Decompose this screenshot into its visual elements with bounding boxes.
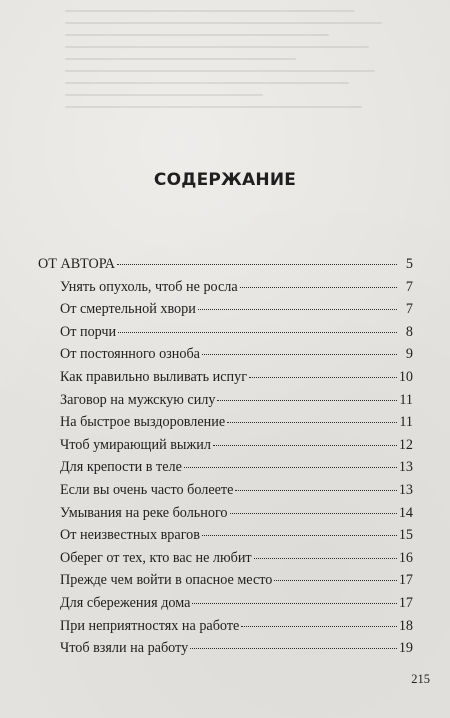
toc-leader-dots bbox=[254, 558, 397, 559]
toc-entry-page: 7 bbox=[405, 301, 413, 318]
toc-entry bbox=[38, 256, 413, 279]
toc-entry-page: 19 bbox=[398, 640, 413, 657]
toc-leader-dots bbox=[213, 445, 397, 446]
toc-leader-dots bbox=[274, 580, 396, 581]
toc-entry bbox=[60, 640, 413, 663]
toc-entry-title: От смертельной хвори bbox=[60, 301, 196, 318]
toc-entry bbox=[60, 279, 413, 302]
toc-entry-title: Оберег от тех, кто вас не любит bbox=[60, 549, 252, 566]
toc-entry-title: От неизвестных врагов bbox=[60, 527, 200, 544]
toc-entry-page: 15 bbox=[398, 527, 413, 544]
toc-entry bbox=[60, 437, 413, 460]
toc-entry bbox=[60, 301, 413, 324]
toc-entry-title: Унять опухоль, чтоб не росла bbox=[60, 278, 238, 295]
toc-leader-dots bbox=[240, 287, 397, 288]
toc-entry-title: При неприятностях на работе bbox=[60, 617, 240, 634]
toc-entry-page: 13 bbox=[398, 481, 413, 498]
toc-entry bbox=[60, 595, 413, 618]
toc-entry bbox=[60, 392, 413, 415]
toc-entry-title: Как правильно выливать испуг bbox=[60, 368, 248, 385]
toc-entry-title: От постоянного озноба bbox=[60, 346, 200, 363]
toc-entry-page: 14 bbox=[398, 504, 413, 521]
toc-leader-dots bbox=[118, 332, 397, 333]
toc-leader-dots bbox=[192, 603, 396, 604]
toc-entry bbox=[60, 527, 413, 550]
toc-entry-page: 5 bbox=[405, 256, 413, 272]
toc-entry-page: 11 bbox=[399, 414, 413, 431]
toc-entry-title: На быстрое выздоровление bbox=[60, 414, 226, 431]
toc-leader-dots bbox=[217, 400, 397, 401]
toc-entry-page: 17 bbox=[398, 594, 413, 611]
toc-entry-title: ОТ АВТОРА bbox=[38, 256, 116, 272]
toc-entry-title: Для крепости в теле bbox=[60, 459, 182, 476]
toc-entry bbox=[60, 550, 413, 573]
toc-entry-title: От порчи bbox=[60, 323, 117, 340]
toc-leader-dots bbox=[190, 648, 397, 649]
toc-entry-page: 16 bbox=[398, 549, 413, 566]
toc-entry-page: 11 bbox=[399, 391, 413, 408]
toc-entry-title: Чтоб взяли на работу bbox=[60, 640, 189, 657]
page-number: 215 bbox=[411, 672, 430, 686]
toc-entry bbox=[60, 505, 413, 528]
toc-leader-dots bbox=[241, 626, 396, 627]
toc-leader-dots bbox=[235, 490, 396, 491]
toc-entry-title: Чтоб умирающий выжил bbox=[60, 436, 211, 453]
toc-entry-title: Прежде чем войти в опасное место bbox=[60, 572, 273, 589]
toc-leader-dots bbox=[202, 354, 397, 355]
toc-entry-page: 7 bbox=[405, 278, 413, 295]
toc-entry-page: 18 bbox=[398, 617, 413, 634]
toc-entry-page: 12 bbox=[398, 436, 413, 453]
toc-leader-dots bbox=[198, 309, 397, 310]
toc-entry bbox=[60, 572, 413, 595]
show-through-text bbox=[65, 0, 395, 125]
toc-leader-dots bbox=[230, 513, 397, 514]
toc-entry bbox=[60, 459, 413, 482]
toc-entry-page: 8 bbox=[405, 323, 413, 340]
toc-entry-page: 13 bbox=[398, 459, 413, 476]
toc-leader-dots bbox=[227, 422, 397, 423]
toc-entry bbox=[60, 618, 413, 641]
toc-leader-dots bbox=[202, 535, 397, 536]
toc-entry-title: Для сбережения дома bbox=[60, 594, 191, 611]
toc-entry-page: 10 bbox=[398, 368, 413, 385]
table-of-contents bbox=[38, 256, 413, 663]
toc-entry bbox=[60, 414, 413, 437]
toc-entry-title: Заговор на мужскую силу bbox=[60, 391, 216, 408]
toc-entry-title: Умывания на реке больного bbox=[60, 504, 228, 521]
toc-entry-page: 17 bbox=[398, 572, 413, 589]
toc-entry bbox=[60, 324, 413, 347]
toc-leader-dots bbox=[117, 264, 397, 265]
toc-entry bbox=[60, 346, 413, 369]
toc-entry-page: 9 bbox=[405, 346, 413, 363]
toc-entry bbox=[60, 482, 413, 505]
toc-entry bbox=[60, 369, 413, 392]
toc-entry-title: Если вы очень часто болеете bbox=[60, 481, 234, 498]
toc-leader-dots bbox=[184, 467, 397, 468]
toc-leader-dots bbox=[249, 377, 397, 378]
page-title: СОДЕРЖАНИЕ bbox=[153, 170, 297, 190]
